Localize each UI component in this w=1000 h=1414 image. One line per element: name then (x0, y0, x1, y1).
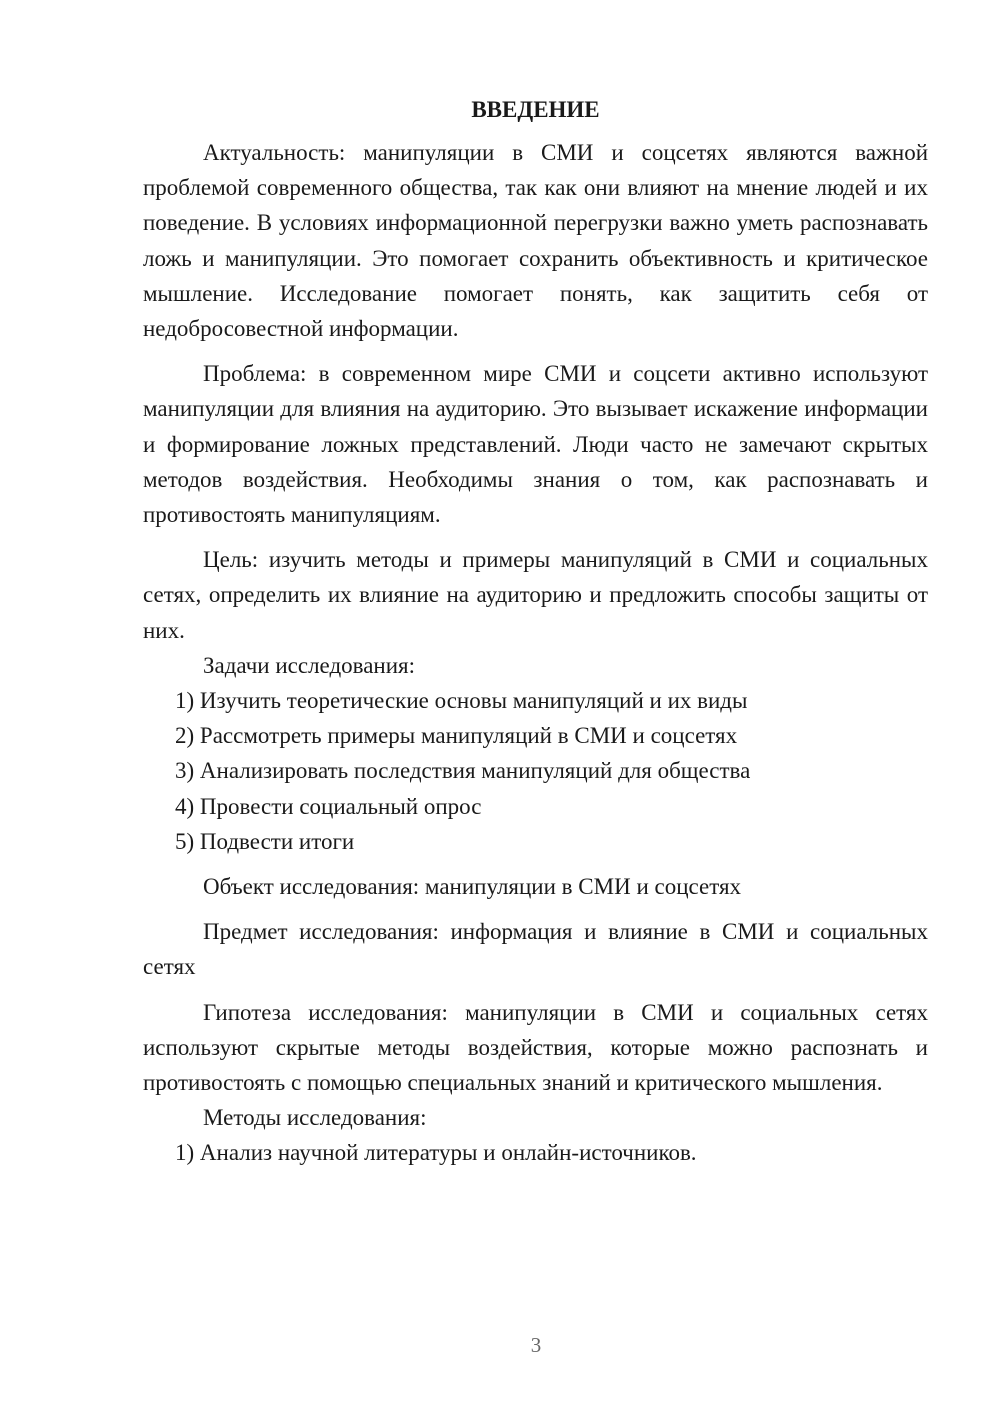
list-item: 4) Провести социальный опрос (175, 793, 482, 819)
methods-heading: Методы исследования: (203, 1105, 427, 1131)
page-number: 3 (530, 1333, 542, 1357)
list-item: 3) Анализировать последствия манипуляций для общества (175, 758, 751, 784)
list-item: 1) Изучить теоретические основы манипуляций и их виды (175, 688, 748, 714)
document-page (143, 92, 928, 1171)
list-item: 1) Анализ научной литературы и онлайн-источников. (175, 1140, 697, 1166)
subject-paragraph: Предмет исследования: информация и влияние в СМИ и социальных сетях (143, 919, 928, 980)
problem-paragraph: Проблема: в современном мире СМИ и соцсети активно используют манипуляции для влияния на аудиторию. Это вызывает искажение информации и формирование ложных представлений. Люди часто не замечают скрытых методов воздействия. Необходимы знания о том, как распознавать и противостоять манипуляциям. (143, 361, 928, 528)
object-paragraph: Объект исследования: манипуляции в СМИ и соцсетях (203, 874, 742, 900)
methods-list (143, 1135, 928, 1170)
hypothesis-paragraph: Гипотеза исследования: манипуляции в СМИ и социальных сетях используют скрытые методы воздействия, которые можно распознать и противостоять с помощью специальных знаний и критического мышления. (143, 999, 928, 1096)
goal-paragraph: Цель: изучить методы и примеры манипуляций в СМИ и социальных сетях, определить их влияние на аудиторию и предложить способы защиты от них. (143, 547, 928, 643)
page-title: ВВЕДЕНИЕ (471, 97, 600, 122)
tasks-list (143, 683, 928, 859)
relevance-paragraph: Актуальность: манипуляции в СМИ и соцсетях являются важной проблемой современного общества, так как они влияют на мнение людей и их поведение. В условиях информационной перегрузки важно уметь распознавать ложь и манипуляции. Это помогает сохранить объективность и критическое мышление. Исследование помогает понять, как защитить себя от недобросовестной информации. (143, 140, 928, 342)
list-item: 5) Подвести итоги (175, 828, 355, 854)
tasks-heading: Задачи исследования: (203, 652, 416, 678)
list-item: 2) Рассмотреть примеры манипуляций в СМИ и соцсетях (175, 723, 738, 749)
